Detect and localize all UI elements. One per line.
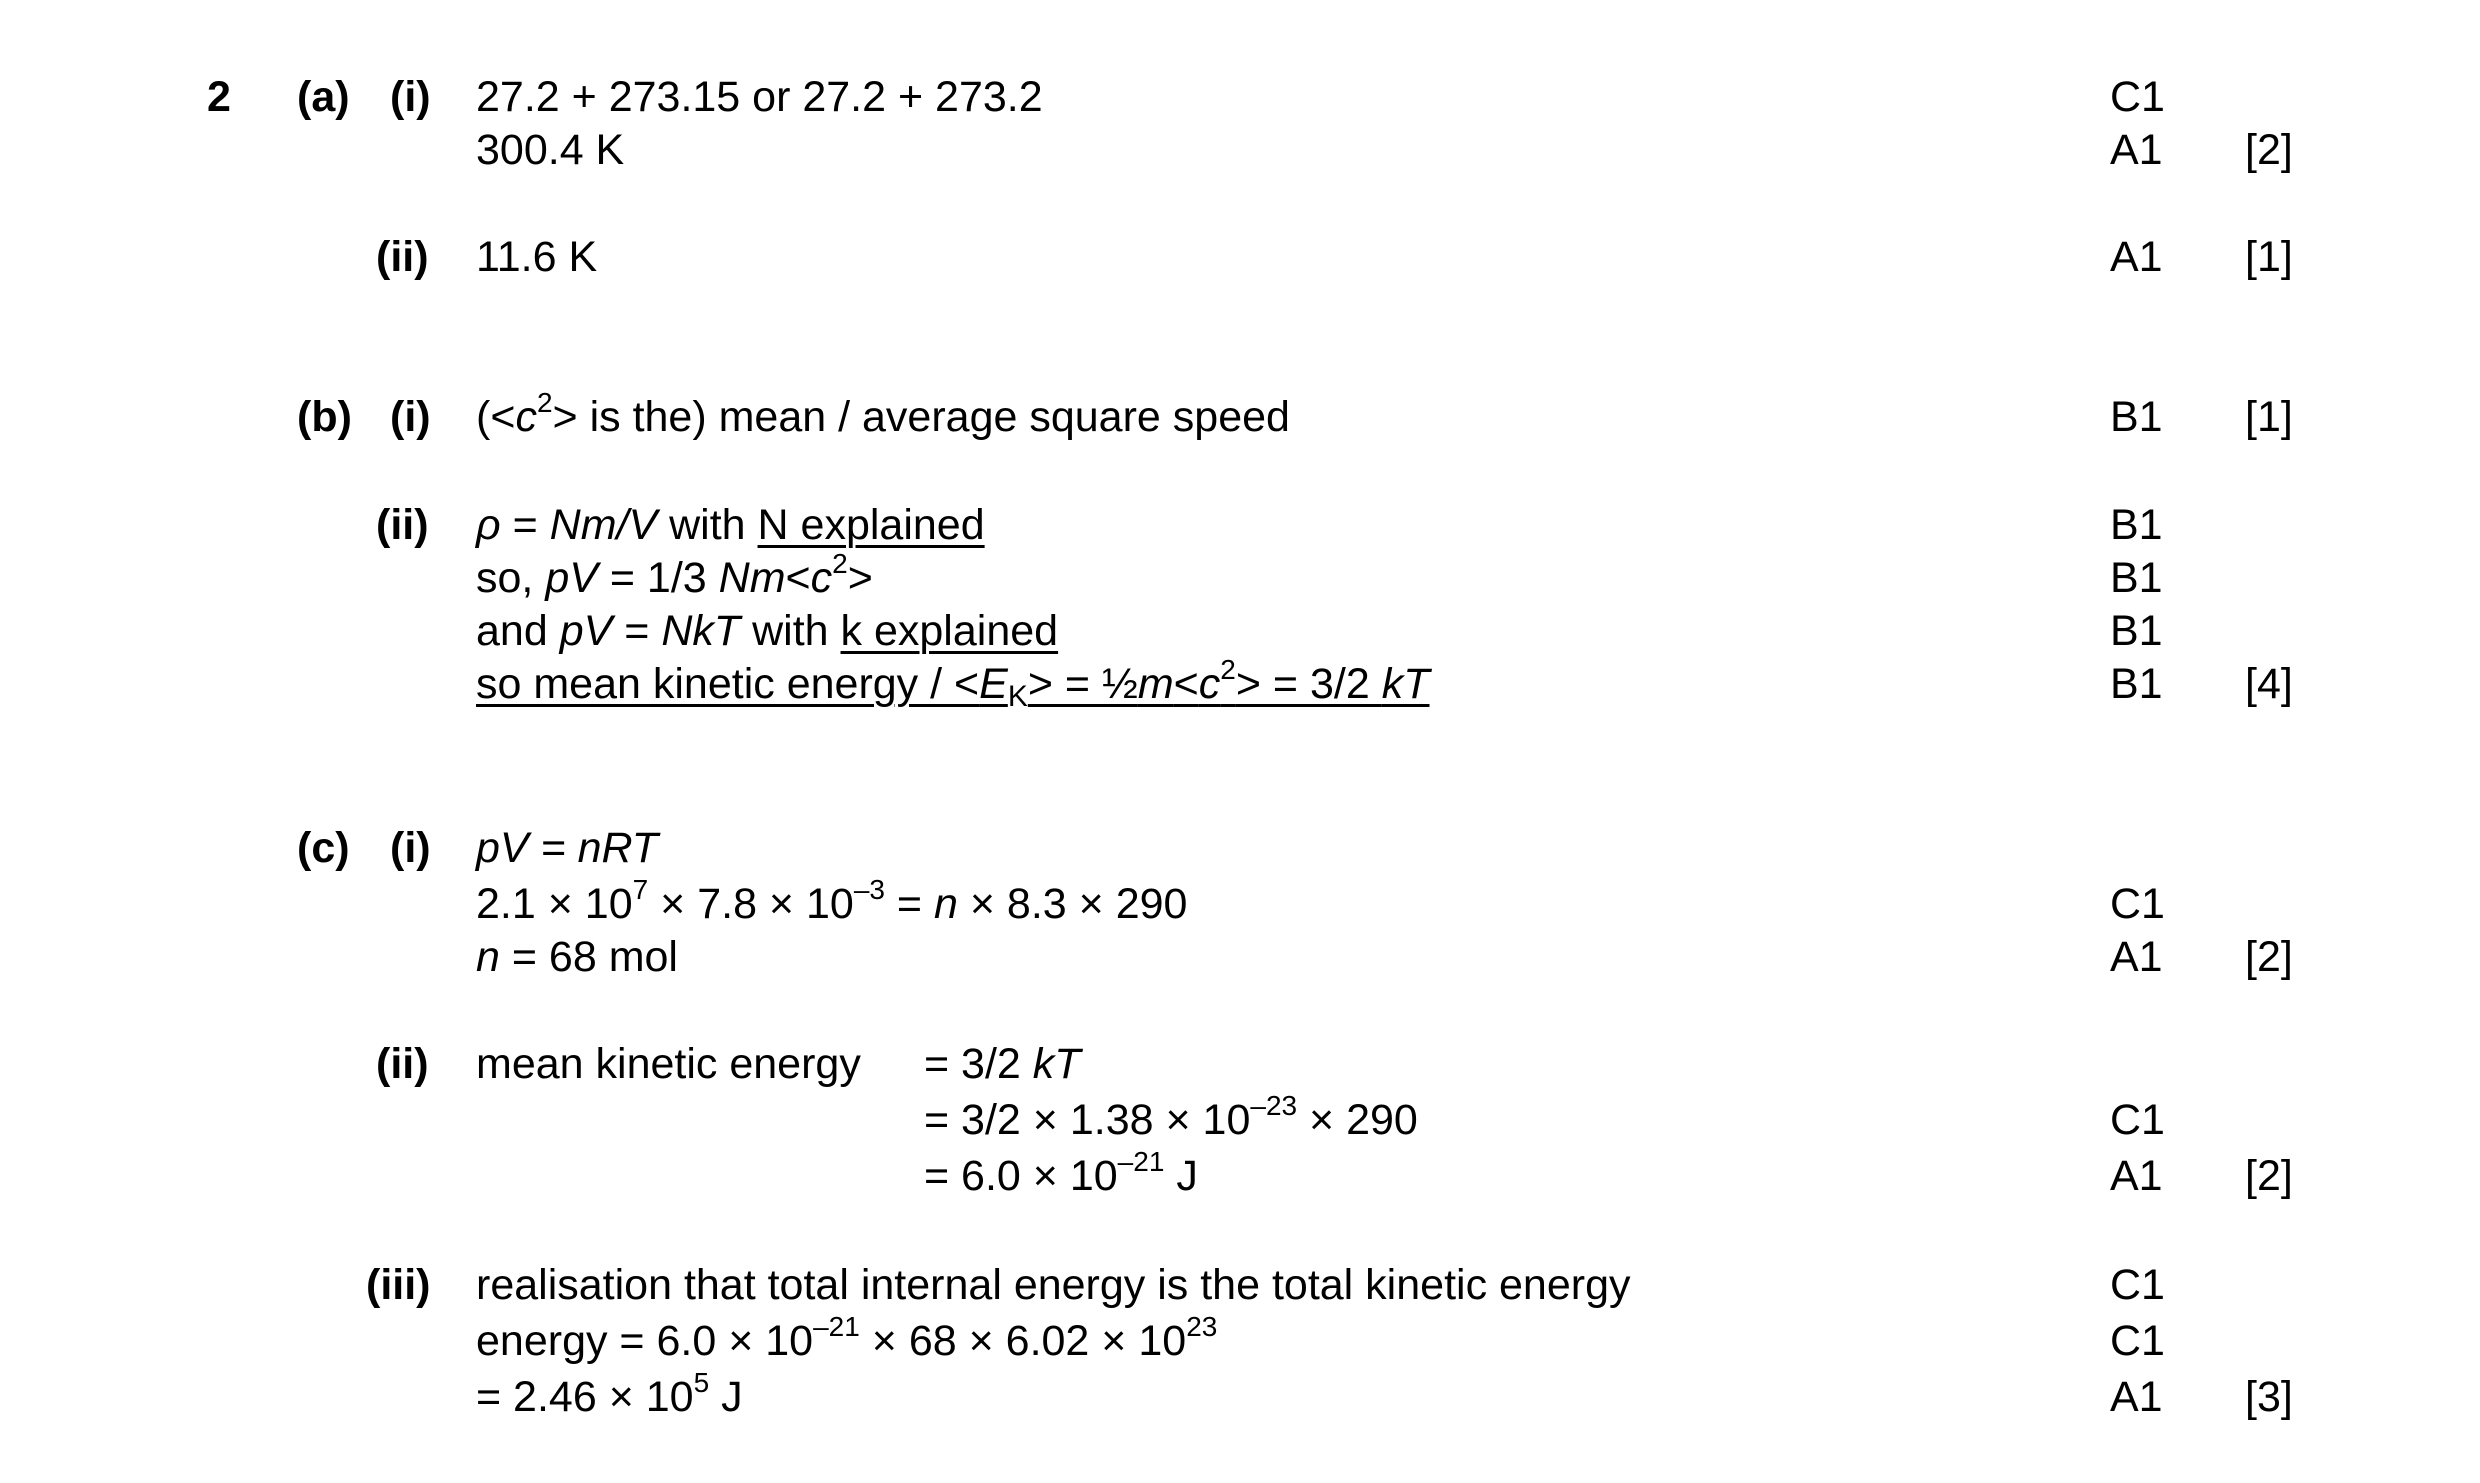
part-c-i-total: [2]: [2245, 933, 2293, 981]
part-c-i-mark-1: C1: [2110, 880, 2165, 928]
part-b-ii-line2: so, pV = 1/3 $Nm<c^2>$: [476, 548, 873, 602]
part-b-ii-total: [4]: [2245, 660, 2293, 708]
part-c-label: (c): [297, 824, 350, 872]
part-c-ii-mark-2: A1: [2110, 1152, 2163, 1200]
part-c-iii-line3: = $2.46 \times 10^5$ J: [476, 1367, 743, 1421]
part-a-ii-line1: 11.6 K: [476, 233, 598, 281]
question-number: 2: [207, 73, 231, 121]
part-b-ii-label: (ii): [376, 501, 429, 549]
part-c-i-line1: pV = nRT: [476, 824, 659, 872]
part-c-i-line2: $2.1 \times 10^7 \times 7.8 \times 10^{-3} = n \times 8.3 \times 290$: [476, 874, 1188, 928]
part-c-ii-line3: = $6.0 \times 10^{-21}$ J: [924, 1146, 1198, 1200]
part-a-ii-mark-1: A1: [2110, 233, 2163, 281]
part-c-iii-mark-1: C1: [2110, 1261, 2165, 1309]
part-b-ii-line4: so mean kinetic energy / $<E_K>$ = $\frac{1}{2}m<c^2> = 3/2$ kT: [476, 654, 1430, 713]
part-a-ii-label: (ii): [376, 233, 429, 281]
part-a-i-mark-2: A1: [2110, 126, 2163, 174]
part-b-ii-mark-3: B1: [2110, 607, 2163, 655]
part-c-ii-label: (ii): [376, 1040, 429, 1088]
part-b-label: (b): [297, 393, 352, 441]
part-b-i-total: [1]: [2245, 393, 2293, 441]
part-c-iii-line2: energy = $6.0 \times 10^{-21} \times 68 \times 6.02 \times 10^{23}$: [476, 1311, 1218, 1365]
part-a-i-label: (i): [390, 73, 431, 121]
part-c-ii-total: [2]: [2245, 1152, 2293, 1200]
part-a-ii-total: [1]: [2245, 233, 2293, 281]
part-a-i-line1: 27.2 + 273.15 or 27.2 + 273.2: [476, 73, 1043, 121]
part-a-i-total: [2]: [2245, 126, 2293, 174]
part-b-i-mark-1: B1: [2110, 393, 2163, 441]
part-b-i-line1: ($<c^2>$ is the) mean / average square speed: [476, 387, 1290, 441]
part-a-label: (a): [297, 73, 350, 121]
part-c-ii-lhs: mean kinetic energy: [476, 1040, 861, 1088]
part-b-ii-mark-1: B1: [2110, 501, 2163, 549]
part-c-ii-mark-1: C1: [2110, 1096, 2165, 1144]
part-c-iii-total: [3]: [2245, 1373, 2293, 1421]
part-a-i-line2: 300.4 K: [476, 126, 625, 174]
part-b-ii-line3: and pV = NkT with k explained: [476, 607, 1059, 655]
part-b-i-label: (i): [390, 393, 431, 441]
part-c-iii-line1: realisation that total internal energy is the total kinetic energy: [476, 1261, 1631, 1309]
part-a-i-mark-1: C1: [2110, 73, 2165, 121]
part-b-ii-mark-4: B1: [2110, 660, 2163, 708]
part-c-i-mark-2: A1: [2110, 933, 2163, 981]
part-c-i-line3: n = 68 mol: [476, 933, 678, 981]
part-b-ii-line1: ρ = Nm/V with N explained: [476, 501, 985, 549]
part-b-ii-mark-2: B1: [2110, 554, 2163, 602]
part-c-ii-line2: = $3/2 \times 1.38 \times 10^{-23} \times 290$: [924, 1090, 1418, 1144]
part-c-iii-mark-3: A1: [2110, 1373, 2163, 1421]
part-c-iii-label: (iii): [366, 1261, 431, 1309]
part-c-i-label: (i): [390, 824, 431, 872]
part-c-iii-mark-2: C1: [2110, 1317, 2165, 1365]
part-c-ii-line1: = 3/2 kT: [924, 1040, 1081, 1088]
